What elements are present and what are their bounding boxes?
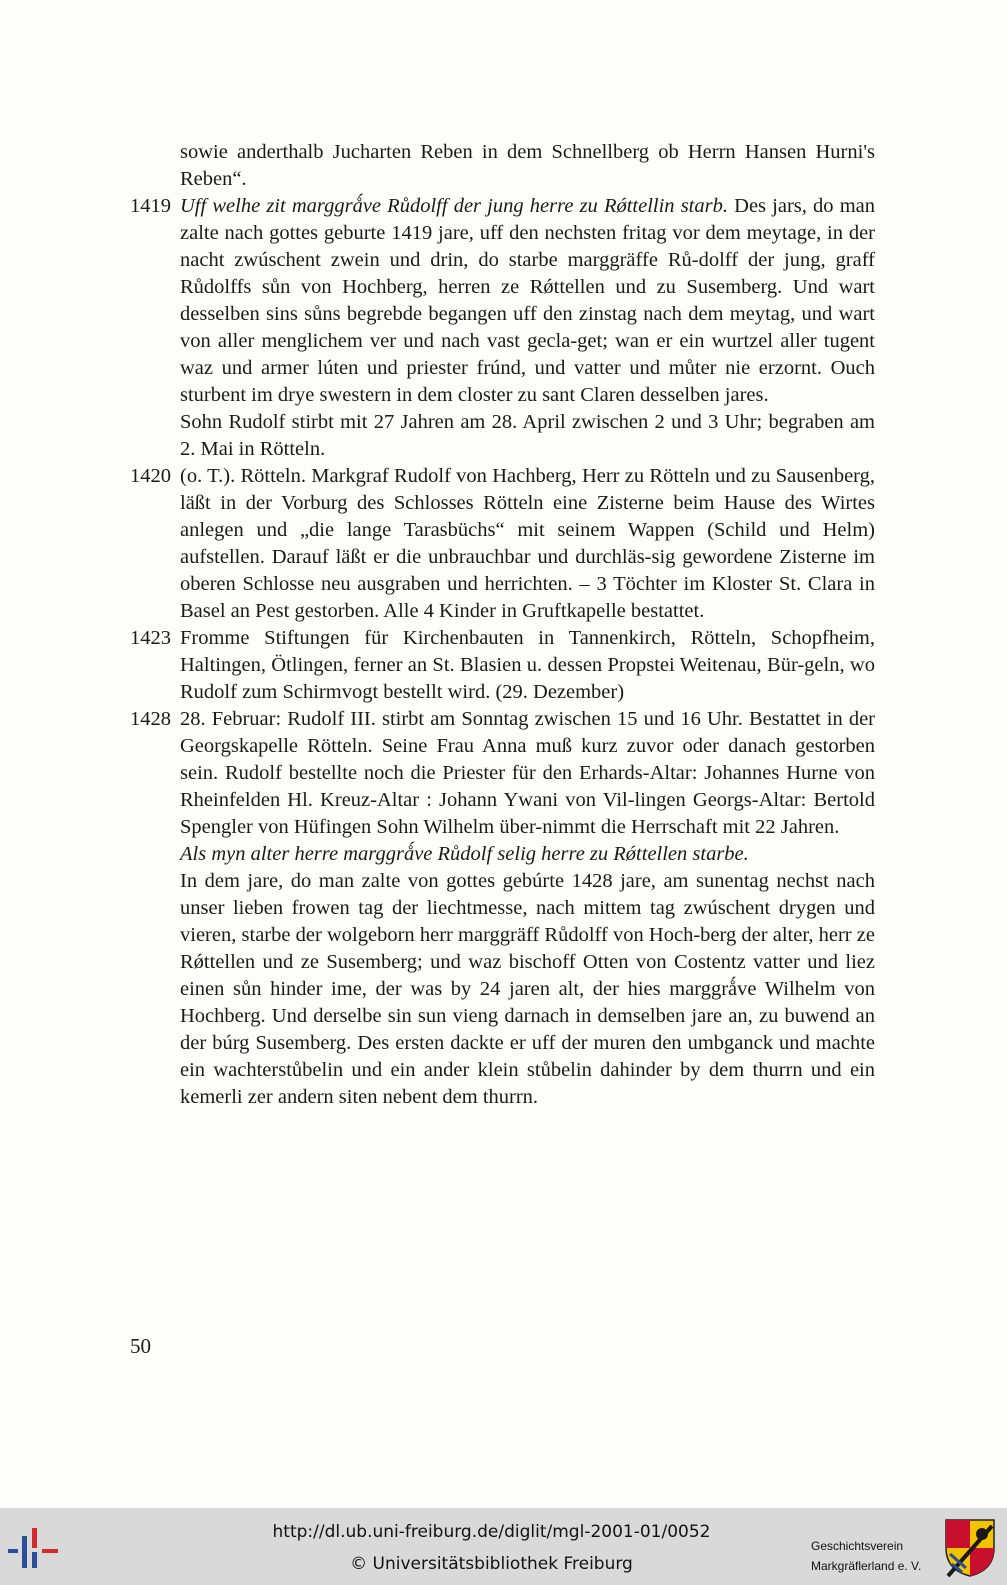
body-text [130,139,875,1111]
entry-paragraph: Fromme Stiftungen für Kirchenbauten in Tannenkirch, Rötteln, Schopfheim, Haltingen, Ötlingen, ferner an St. Blasien u. dessen Propstei Weitenau, Bür-geln, wo Rudolf zum Schirmvogt bestellt wird. (29. Dezember) [180,627,875,703]
entry-1420 [130,463,875,625]
intro-paragraph: sowie anderthalb Jucharten Reben in dem Schnellberg ob Herrn Hansen Hurni's Reben“. [180,141,875,190]
footer-bar [0,1508,1007,1585]
entry-year: 1428 [130,708,171,730]
entry-paragraph [180,193,875,409]
entry-1423 [130,625,875,706]
entry-text: Des jars, do man zalte nach gottes geburte 1419 jare, uff den nechsten fritag vor dem meytage, in der nacht zwúschent zwein und drin, do starbe marggräffe Rů-dolff der jung, graff Růdolffs sůn von Hochberg, herren ze Rǿttellen und zu Susemberg. Und wart desselben sins sůns begrebde begangen uff den zinstag nach dem meytag, und wart von aller menglichem ver und nach vast gecla-get; wan er ein wurtzel aller tugent waz und armer lúten und priester frúnd, und vatter und můter nie erzornt. Ouch sturbent im drye swestern in dem closter zu sant Claren desselben jares. [180,195,875,406]
intro-entry [130,139,875,193]
coat-of-arms-icon [944,1518,996,1578]
entry-paragraph: (o. T.). Rötteln. Markgraf Rudolf von Hachberg, Herr zu Rötteln und zu Sausenberg, läßt in der Vorburg des Schlosses Rötteln eine Zisterne beim Hause des Wirtes anlegen und „die lange Tarasbüchs“ mit seinem Wappen (Schild und Helm) aufstellen. Darauf läßt er die unbrauchbar und durchläs-sig gewordene Zisterne im oberen Schlosse neu ausgraben und herrichten. – 3 Töchter im Kloster St. Clara in Basel an Pest gestorben. Alle 4 Kinder in Gruftkapelle bestattet. [180,465,875,622]
org-name-line2: Markgräflerland e. V. [811,1559,922,1573]
italic-heading: Als myn alter herre marggrǻve Růdolf selig herre zu Rǿttellen starbe. [180,843,749,865]
page-number: 50 [130,1334,151,1358]
entry-year: 1420 [130,465,171,487]
entry-note: Sohn Rudolf stirbt mit 27 Jahren am 28. April zwischen 2 und 3 Uhr; begraben am 2. Mai in Rötteln. [180,411,875,460]
entry-1419 [130,193,875,463]
entry-year: 1423 [130,627,171,649]
org-name-line1: Geschichtsverein [811,1539,904,1553]
entry-paragraph: 28. Februar: Rudolf III. stirbt am Sonntag zwischen 15 und 16 Uhr. Bestattet in der Georgskapelle Rötteln. Seine Frau Anna muß kurz zuvor oder danach gestorben sein. Rudolf bestellte noch die Priester für den Erhards-Altar: Johannes Hurne von Rheinfelden Hl. Kreuz-Altar : Johann Ywani von Vil-lingen Georgs-Altar: Bertold Spengler von Hüfingen Sohn Wilhelm über-nimmt die Herrschaft mit 22 Jahren. [180,708,875,838]
entry-1428 [130,706,875,1111]
entry-year: 1419 [130,195,171,217]
quote-paragraph: In dem jare, do man zalte von gottes gebúrte 1428 jare, am sunentag nechst nach unser lieben frowen tag der liechtmesse, nach mittem tag zwúschent drygen und vieren, starbe der wolgeborn herr marggräff Růdolff von Hoch-berg der alter, herr ze Rǿttellen und ze Susemberg; und waz bischoff Otten von Costentz vatter und liez einen sůn hinder ime, der was by 24 jaren alt, der hies marggrǻve Wilhelm von Hochberg. Und derselbe sin sun vieng darnach in demselben jare an, zu buwend an der búrg Susemberg. Des ersten dackte er uff der muren den umbganck und machte ein wachterstůbelin und ein ander klein stůbelin dahinder by dem thurrn und ein kemerli zer andern siten nebent dem thurrn. [180,870,875,1108]
italic-heading: Uff welhe zit marggrǻve Růdolff der jung herre zu Rǿttellin starb. [180,195,728,217]
copyright-text: © Universitätsbibliothek Freiburg [350,1554,633,1574]
source-url-link[interactable]: http://dl.ub.uni-freiburg.de/diglit/mgl-2001-01/0052 [272,1522,711,1542]
